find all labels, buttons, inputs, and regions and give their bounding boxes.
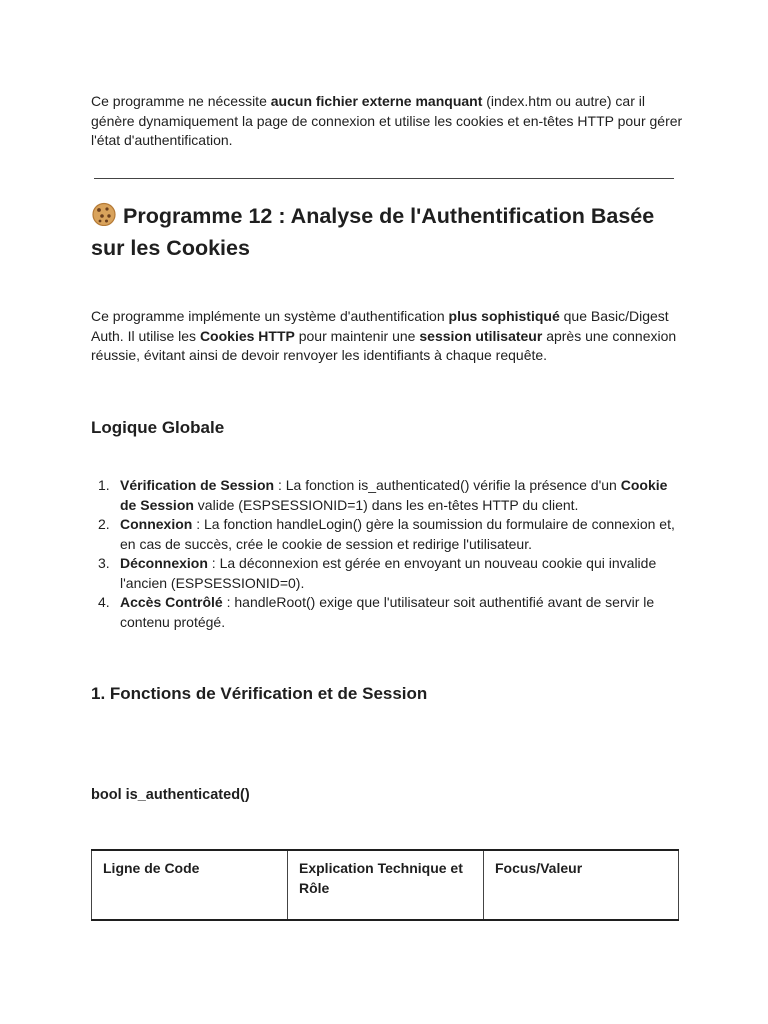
intro-paragraph: Ce programme ne nécessite aucun fichier externe manquant (index.htm ou autre) car il génère dynamiquement la page de connexion et utilise les cookies et en-têtes HTTP pour gérer l'état d'authentification. [91, 93, 683, 148]
column-header-code: Ligne de Code [92, 850, 288, 920]
column-header-focus: Focus/Valeur [484, 850, 679, 920]
list-item: 4. Accès Contrôlé : handleRoot() exige que l'utilisateur soit authentifié avant de servir le contenu protégé. [98, 594, 655, 630]
code-table [91, 849, 679, 921]
list-item: 2. Connexion : La fonction handleLogin() gère la soumission du formulaire de connexion et, en cas de succès, crée le cookie de session et redirige l'utilisateur. [98, 516, 675, 552]
horizontal-divider [94, 178, 674, 179]
table-header-row [92, 850, 679, 920]
cookie-icon [91, 202, 117, 226]
section-heading: 1. Fonctions de Vérification et de Session [91, 684, 428, 703]
function-subheading: bool is_authenticated() [91, 787, 250, 803]
page-title [91, 200, 691, 264]
list-item: 3. Déconnexion : La déconnexion est gérée en envoyant un nouveau cookie qui invalide l'ancien (ESPSESSIONID=0). [98, 555, 657, 591]
logic-heading: Logique Globale [91, 418, 225, 437]
description-paragraph: Ce programme implémente un système d'authentification plus sophistiqué que Basic/Digest Auth. Il utilise les Cookies HTTP pour maintenir une session utilisateur après une connexion réussie, évitant ainsi de devoir renvoyer les identifiants à chaque requête. [91, 308, 677, 363]
logic-list [91, 476, 681, 632]
list-item: 1. Vérification de Session : La fonction is_authenticated() vérifie la présence d'un Cookie de Session valide (ESPSESSIONID=1) dans les en-têtes HTTP du client. [98, 477, 668, 513]
column-header-explanation: Explication Technique et Rôle [288, 850, 484, 920]
page-title-text: Programme 12 : Analyse de l'Authentification Basée sur les Cookies [91, 204, 655, 260]
